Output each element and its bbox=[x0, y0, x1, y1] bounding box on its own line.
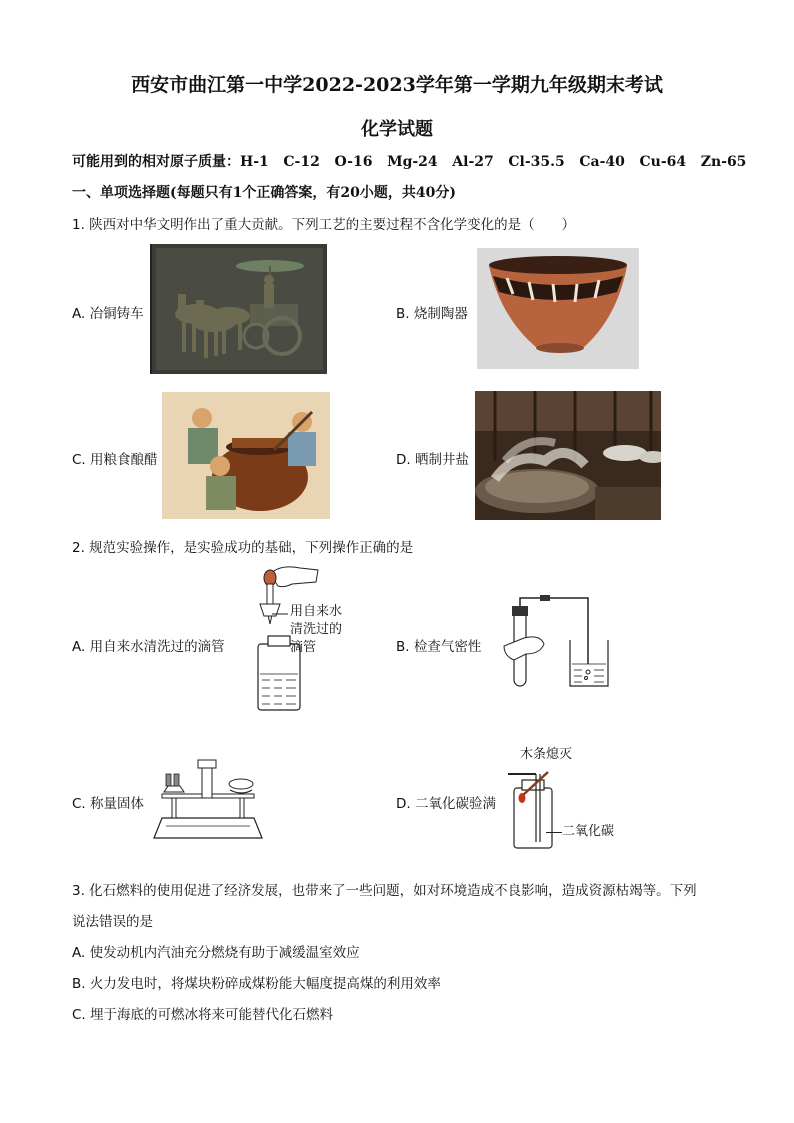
dropper-label-line2: 清洗过的 bbox=[290, 622, 343, 637]
co2-top-label: 木条熄灭 bbox=[520, 747, 573, 762]
balance-figure bbox=[152, 756, 264, 840]
co2-leader-line bbox=[546, 832, 562, 833]
co2-side-label: 二氧化碳 bbox=[562, 824, 615, 839]
q3-stem-line2: 说法错误的是 bbox=[72, 914, 153, 930]
q2-option-a: A. 用自来水清洗过的滴管 bbox=[72, 639, 225, 655]
q1-option-d: D. 晒制井盐 bbox=[396, 452, 469, 468]
q1-stem: 1. 陕西对中华文明作出了重大贡献。下列工艺的主要过程不含化学变化的是（ ） bbox=[72, 217, 576, 233]
q2-stem: 2. 规范实验操作，是实验成功的基础，下列操作正确的是 bbox=[72, 540, 414, 556]
atomic-masses: 可能用到的相对原子质量：H-1 C-12 O-16 Mg-24 Al-27 Cl-35.5 Ca-40 Cu-64 Zn-65 bbox=[72, 154, 747, 170]
dropper-label bbox=[290, 603, 342, 657]
q3-option-c: C. 埋于海底的可燃冰将来可能替代化石燃料 bbox=[72, 1007, 334, 1023]
exam-subtitle: 化学试题 bbox=[361, 119, 433, 140]
co2-test-figure bbox=[508, 766, 558, 850]
q3-option-b: B. 火力发电时，将煤块粉碎成煤粉能大幅度提高煤的利用效率 bbox=[72, 976, 441, 992]
dropper-label-line1: 用自来水 bbox=[290, 604, 343, 619]
pottery-image bbox=[477, 248, 639, 369]
q1-option-c: C. 用粮食酿醋 bbox=[72, 452, 158, 468]
dropper-label-line3: 滴管 bbox=[290, 640, 317, 655]
bronze-chariot-image bbox=[150, 244, 327, 374]
q1-option-a: A. 冶铜铸车 bbox=[72, 306, 144, 322]
section-heading: 一、单项选择题(每题只有1个正确答案，有20小题，共40分) bbox=[72, 185, 456, 201]
well-salt-image bbox=[475, 391, 661, 520]
q2-option-b: B. 检查气密性 bbox=[396, 639, 482, 655]
q3-stem-line1: 3. 化石燃料的使用促进了经济发展，也带来了一些问题，如对环境造成不良影响，造成资源枯竭等。下列 bbox=[72, 883, 697, 899]
q2-option-c: C. 称量固体 bbox=[72, 796, 145, 812]
q2-option-d: D. 二氧化碳验满 bbox=[396, 796, 496, 812]
q3-option-a: A. 使发动机内汽油充分燃烧有助于减缓温室效应 bbox=[72, 945, 360, 961]
q1-option-b: B. 烧制陶器 bbox=[396, 306, 468, 322]
vinegar-brewing-image bbox=[162, 392, 330, 519]
exam-title: 西安市曲江第一中学2022-2023学年第一学期九年级期末考试 bbox=[131, 74, 663, 96]
airtightness-figure bbox=[484, 594, 614, 694]
